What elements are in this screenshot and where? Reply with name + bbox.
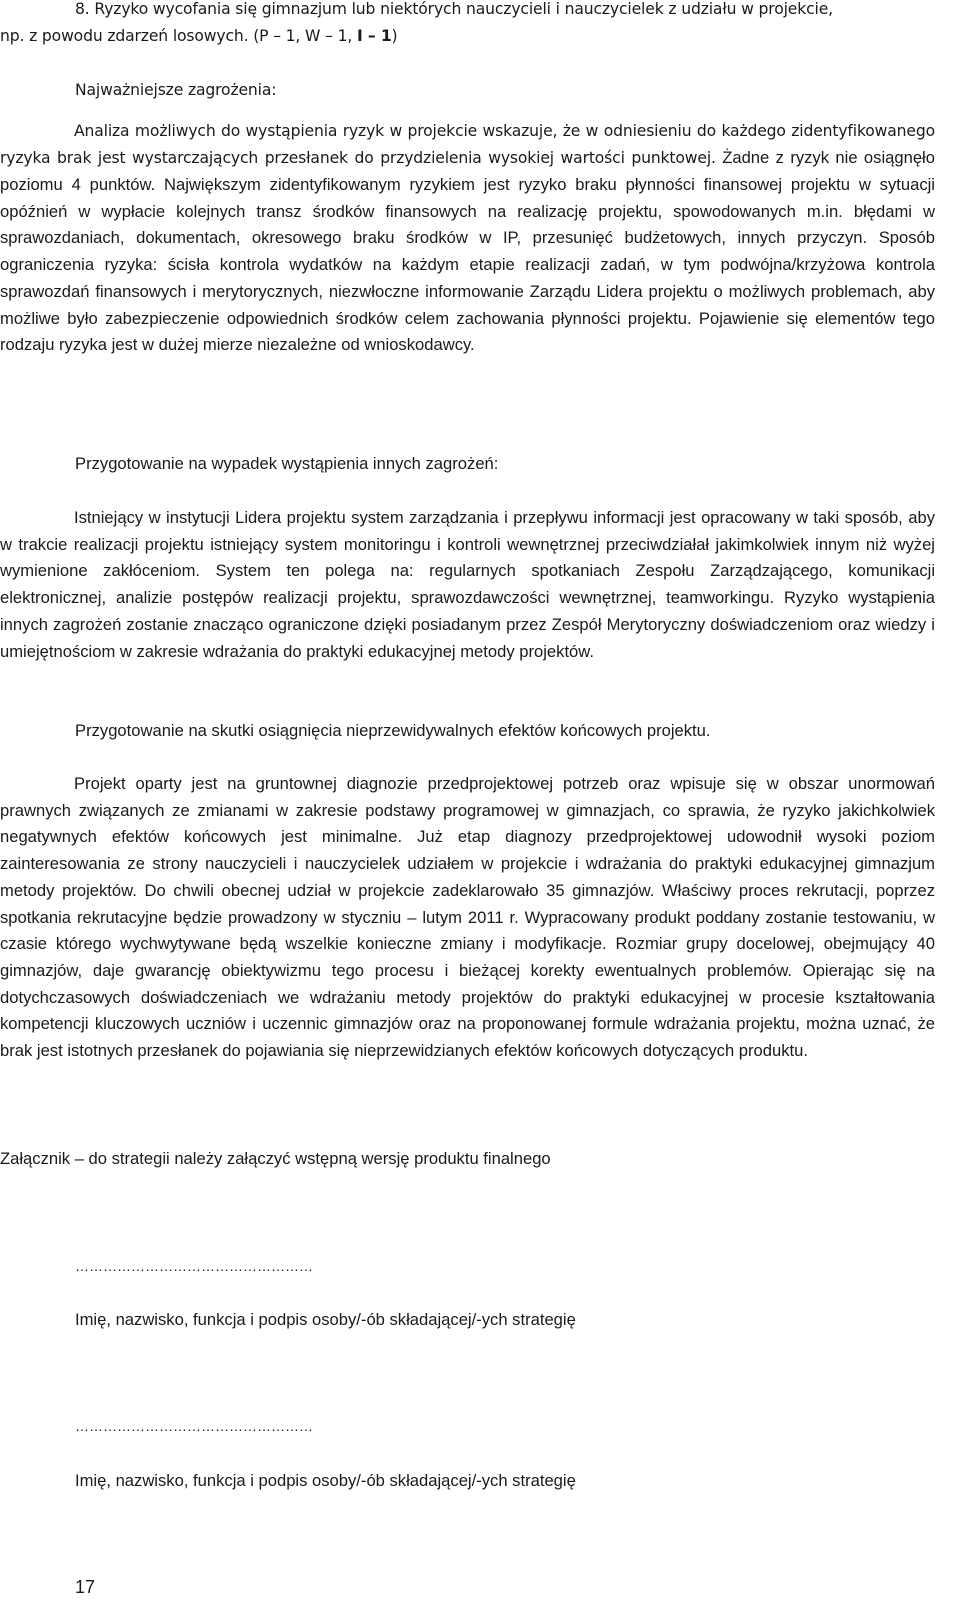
risk-8-line-1: 8. Ryzyko wycofania się gimnazjum lub niektórych nauczycieli i nauczycielek z udziału w projekcie, [75,0,833,18]
unforeseen-heading: Przygotowanie na skutki osiągnięcia nieprzewidywalnych efektów końcowych projektu. [75,721,711,740]
signature-dots-2: …………………………………………… [75,1418,313,1434]
page-number: 17 [75,1577,96,1597]
threats-paragraph-part-1: Analiza możliwych do wystąpienia ryzyk w projekcie wskazuje, że w odniesieniu do każdego zidentyfikowanego ryzyka brak jest wystarczających przesłanek do przydzielenia wysokiej wartości punktowej. [0,122,935,167]
threats-paragraph [0,118,935,359]
threats-paragraph-part-2: Żadne z ryzyk nie osiągnęło poziomu 4 punktów. Największym zidentyfikowanym ryzykiem jest ryzyko braku płynności finansowej projektu w sytuacji opóźnień w wypłacie kolejnych transz środków finansowych na realizację projektu, spowodowanych m.in. błędami w sprawozdaniach, dokumentach, okresowego braku środków w IP, przesunięć budżetowych, innych przyczyn. Sposób ograniczenia ryzyka: ścisła kontrola wydatków na każdym etapie realizacji zadań, w tym podwójna/krzyżowa kontrola sprawozdań finansowych i merytorycznych, niezwłoczne informowanie Zarządu Lidera projektu o możliwych problemach, aby możliwe było zabezpieczenie odpowiednich środków celem zachowania płynności projektu. Pojawienie się elementów tego rodzaju ryzyka jest w dużej mierze niezależne od wnioskodawcy. [0,148,935,355]
threats-heading: Najważniejsze zagrożenia: [75,81,277,99]
other-threats-heading: Przygotowanie na wypadek wystąpienia innych zagrożeń: [75,454,499,473]
risk-8-close: ) [391,27,398,45]
attachment-note: Załącznik – do strategii należy załączyć wstępną wersję produktu finalnego [0,1149,551,1168]
risk-8-line-2 [0,23,397,50]
signature-caption-1: Imię, nazwisko, funkcja i podpis osoby/-ób składającej/-ych strategię [75,1310,576,1329]
signature-dots-1: …………………………………………… [75,1258,313,1274]
risk-8-text: np. z powodu zdarzeń losowych. (P – 1, W – 1, [0,27,357,45]
unforeseen-paragraph: Projekt oparty jest na gruntownej diagnozie przedprojektowej potrzeb oraz wpisuje się w obszar unormowań prawnych związanych ze zmianami w zakresie podstawy programowej w gimnazjach, co sprawia, że ryzyko jakichkolwiek negatywnych efektów końcowych jest minimalne. Już etap diagnozy przedprojektowej udowodnił wysoki poziom zainteresowania ze strony nauczycieli i nauczycielek udziałem w projekcie i wdrażania do praktyki edukacyjnej gimnazjum metody projektów. Do chwili obecnej udział w projekcie zadeklarowało 35 gimnazjów. Właściwy proces rekrutacji, poprzez spotkania rekrutacyjne będzie prowadzony w styczniu – lutym 2011 r. Wypracowany produkt poddany zostanie testowaniu, w czasie którego wychwytywane będą wszelkie konieczne zmiany i modyfikacje. Rozmiar grupy docelowej, obejmujący 40 gimnazjów, daje gwarancję obiektywizmu tego procesu i bieżącej korekty ewentualnych problemów. Opierając się na dotychczasowych doświadczeniach we wdrażaniu metody projektów do praktyki edukacyjnej w procesie kształtowania kompetencji kluczowych uczniów i uczennic gimnazjów oraz na proponowanej formule wdrażania projektu, można uznać, że brak jest istotnych przesłanek do pojawiania się nieprzewidzianych efektów końcowych dotyczących produktu. [0,774,935,1061]
signature-caption-2: Imię, nazwisko, funkcja i podpis osoby/-ób składającej/-ych strategię [75,1471,576,1490]
other-threats-paragraph: Istniejący w instytucji Lidera projektu system zarządzania i przepływu informacji jest opracowany w taki sposób, aby w trakcie realizacji projektu istniejący system monitoringu i kontroli wewnętrznej przeciwdziałał jakimkolwiek innym niż wyżej wymienione zakłóceniom. System ten polega na: regularnych spotkaniach Zespołu Zarządzającego, komunikacji elektronicznej, analizie postępów realizacji projektu, sprawozdawczości wewnętrznej, teamworkingu. Ryzyko wystąpienia innych zagrożeń zostanie znacząco ograniczone dzięki posiadanym przez Zespół Merytoryczny doświadczeniom oraz wiedzy i umiejętnościom w zakresie wdrażania do praktyki edukacyjnej metody projektów. [0,508,935,661]
risk-8-impact: I – 1 [356,27,392,45]
